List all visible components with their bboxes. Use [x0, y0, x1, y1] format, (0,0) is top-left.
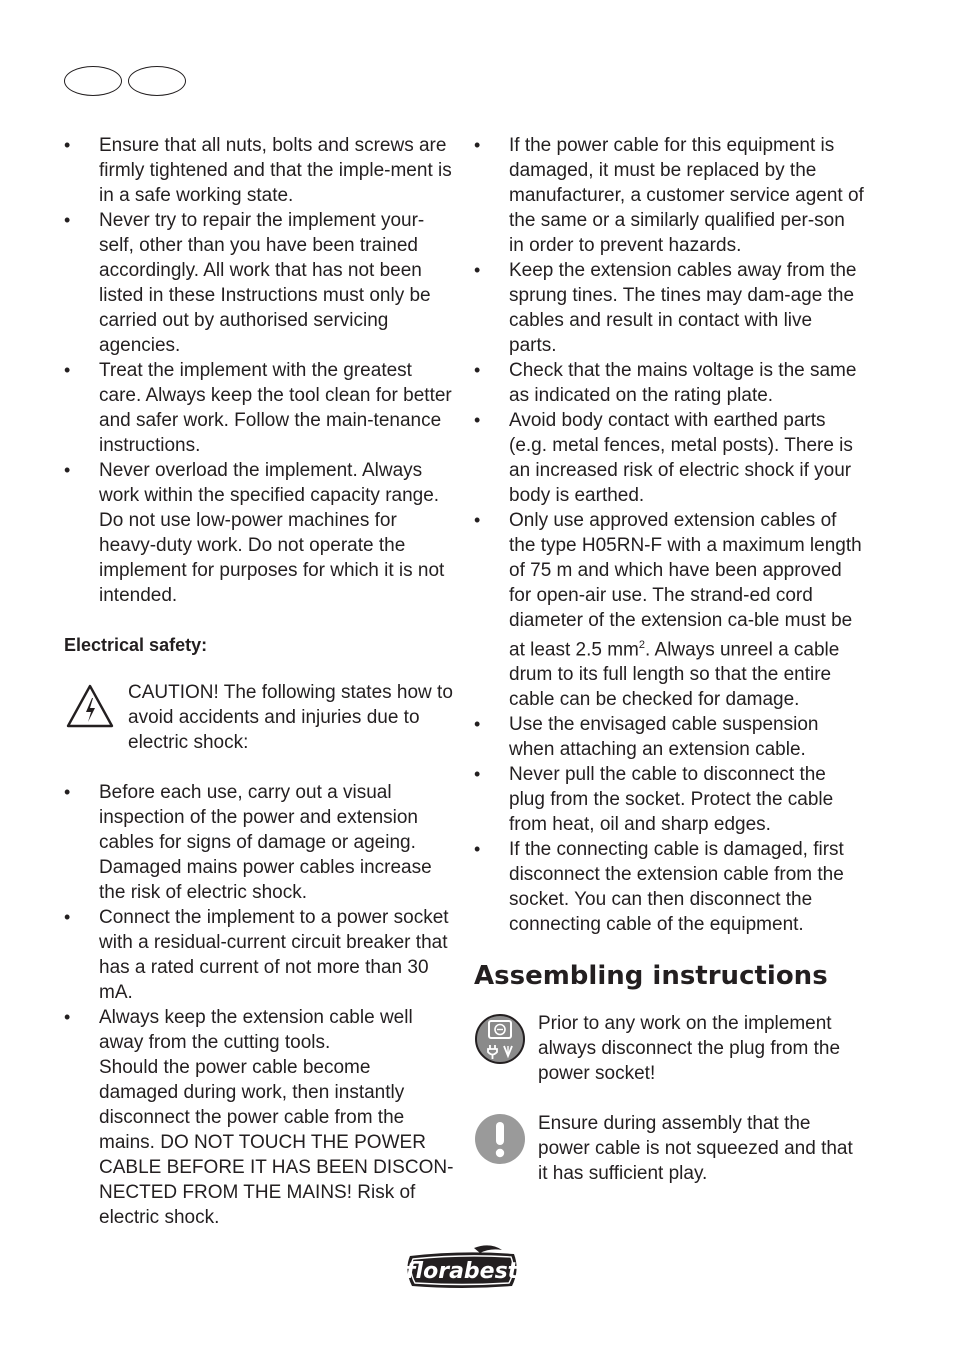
section-heading-electrical-safety: Electrical safety:	[64, 635, 208, 655]
general-safety-list	[64, 133, 454, 608]
superscript-2: 2	[638, 639, 646, 651]
list-item	[64, 1005, 454, 1230]
list-item: • If the connecting cable is damaged, first disconnect the extension cable from the socket. You can then disconnect the connecting cable of the equipment.	[474, 837, 864, 937]
logo-text: florabest	[405, 1259, 519, 1284]
language-oval-left	[64, 66, 122, 96]
assembling-instructions-heading: Assembling instructions	[474, 961, 828, 992]
electrical-safety-list	[64, 780, 454, 1230]
language-oval-right	[128, 66, 186, 96]
list-item: • Ensure that all nuts, bolts and screws are firmly tightened and that the imple-ment is in a safe working state.	[64, 133, 454, 208]
cable-spec-text: Only use approved extension cables of the type H05RN-F with a maximum length of 75 m and which have been approved for open-air use. The strand-ed cord diameter of the extension ca-ble must be at least 2.5 mm	[509, 510, 862, 661]
list-item-text: Always keep the extension cable well away from the cutting tools.	[99, 1007, 413, 1053]
caution-text: CAUTION! The following states how to avoid accidents and injuries due to electric shock:	[128, 682, 453, 753]
exclamation-circle-icon	[474, 1113, 526, 1165]
list-item: • Before each use, carry out a visual inspection of the power and extension cables for signs of damage or ageing. Damaged mains power cables increase the risk of electric shock.	[64, 780, 454, 905]
list-item-continuation: Should the power cable become damaged during work, then instantly disconnect the power cable from the mains. DO NOT TOUCH THE POWER CABLE BEFORE IT HAS BEEN DISCON-NECTED FROM THE MAINS! Risk of electric shock.	[99, 1057, 454, 1228]
assembly-notice-text: Ensure during assembly that the power cable is not squeezed and that it has sufficient play.	[538, 1113, 853, 1185]
right-column	[474, 133, 864, 1211]
list-item: • Use the envisaged cable suspension when attaching an extension cable.	[474, 712, 864, 762]
list-item: • Avoid body contact with earthed parts (e.g. metal fences, metal posts). There is an increased risk of electric shock if your body is earthed.	[474, 408, 864, 508]
florabest-logo	[404, 1244, 520, 1295]
list-item	[474, 508, 864, 712]
assembly-notice	[474, 1111, 864, 1186]
list-item: • Treat the implement with the greatest care. Always keep the tool clean for better and safer work. Follow the main-tenance instructions.	[64, 358, 454, 458]
list-item: • If the power cable for this equipment is damaged, it must be replaced by the manufacturer, a customer service agent of the same or a similarly qualified per-son in order to prevent hazards.	[474, 133, 864, 258]
list-item: • Never try to repair the implement your-self, other than you have been trained accordingly. All work that has not been listed in these Instructions must only be carried out by authorised servicing agencies.	[64, 208, 454, 358]
caution-notice	[64, 680, 454, 755]
unplug-mains-icon	[474, 1013, 526, 1065]
list-item: • Keep the extension cables away from the sprung tines. The tines may dam-age the cables and result in contact with live parts.	[474, 258, 864, 358]
cable-spec-text-cont: . Always unreel a cable drum to its full length so that the entire cable can be checked for damage.	[509, 639, 840, 711]
unplug-notice	[474, 1011, 864, 1086]
cable-safety-list	[474, 133, 864, 937]
unplug-notice-text: Prior to any work on the implement always disconnect the plug from the power socket!	[538, 1013, 841, 1085]
list-item: • Connect the implement to a power socket with a residual-current circuit breaker that has a rated current of not more than 30 mA.	[64, 905, 454, 1005]
list-item: • Never pull the cable to disconnect the plug from the socket. Protect the cable from heat, oil and sharp edges.	[474, 762, 864, 837]
electric-warning-triangle-icon	[64, 682, 116, 730]
left-column	[64, 133, 454, 1230]
list-item: • Check that the mains voltage is the same as indicated on the rating plate.	[474, 358, 864, 408]
list-item: • Never overload the implement. Always work within the specified capacity range. Do not use low-power machines for heavy-duty work. Do not operate the implement for purposes for which it is not intended.	[64, 458, 454, 608]
